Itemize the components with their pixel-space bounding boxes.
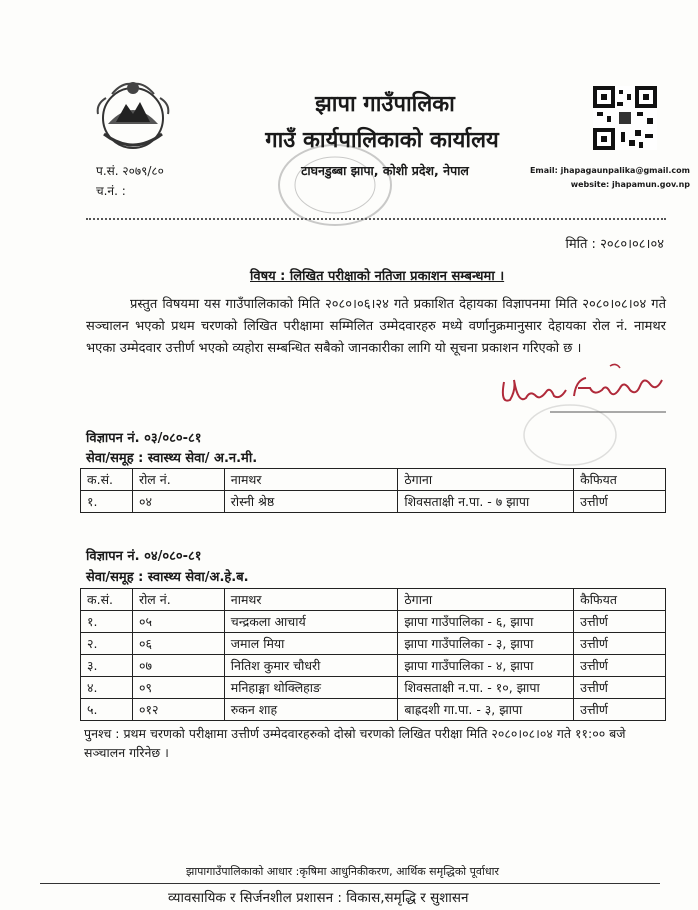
col-roll: रोल नं. [132, 589, 224, 611]
table-row [81, 633, 666, 655]
header-divider [86, 218, 666, 220]
nepal-emblem-icon [92, 74, 174, 156]
vacancy-number-1: विज्ञापन नं. ०३/०८०-८१ [86, 431, 202, 446]
service-group-1: सेवा/समूह : स्वास्थ्य सेवा/ अ.न.मी. [86, 451, 258, 466]
document-date: मिति : २०८०।०८।०४ [565, 237, 664, 252]
results-table-1 [80, 468, 666, 513]
vacancy-number-2: विज्ञापन नं. ०४/०८०-८१ [86, 549, 202, 564]
cell-serial: १. [81, 611, 133, 633]
notice-body: प्रस्तुत विषयमा यस गाउँपालिकाको मिति २०८०।०६।२४ गते प्रकाशित देहायका विज्ञापनमा मिति २०८०।०८।०४ गते सञ्चालन भएको प्रथम चरणको लिखित परीक्षामा सम्मिलित उम्मेदवारहरु मध्ये वर्णानुक्रमानुसार देहायका रोल नं. नामथर भएका उम्मेदवार उत्तीर्ण भएको व्यहोरा सम्बन्धित सबैको जानकारीका लागि यो सूचना प्रकाशन गरिएको छ । [86, 297, 666, 356]
reference-number: प.सं. २०७९/८० [96, 164, 164, 178]
office-title: झापा गाउँपालिका [315, 92, 455, 117]
cell-remarks: उत्तीर्ण [574, 633, 666, 655]
cell-address: शिवसताक्षी न.पा. - ७ झापा [398, 491, 574, 513]
cell-name: रोस्नी श्रेष्ठ [224, 491, 398, 513]
qr-code-icon [593, 86, 657, 150]
table-row [81, 491, 666, 513]
cell-roll: ०९ [132, 677, 224, 699]
faint-stamp-icon [520, 400, 620, 470]
cell-remarks: उत्तीर्ण [574, 491, 666, 513]
cell-address: झापा गाउँपालिका - ४, झापा [398, 655, 574, 677]
col-address: ठेगाना [398, 589, 574, 611]
cell-serial: १. [81, 491, 133, 513]
cell-address: शिवसताक्षी न.पा. - १०, झापा [398, 677, 574, 699]
table-header-row [81, 589, 666, 611]
col-serial: क.सं. [81, 589, 133, 611]
col-address: ठेगाना [398, 469, 574, 491]
website-address: website: jhapamun.gov.np [570, 180, 690, 189]
office-subtitle: गाउँ कार्यपालिकाको कार्यालय [265, 128, 499, 153]
table-row [81, 677, 666, 699]
cell-serial: ५. [81, 699, 133, 721]
cell-roll: ०५ [132, 611, 224, 633]
table-row [81, 611, 666, 633]
cell-remarks: उत्तीर्ण [574, 655, 666, 677]
cell-serial: ४. [81, 677, 133, 699]
footer-motto: झापागाउँपालिकाको आधार :कृषिमा आधुनिकीकरण, आर्थिक समृद्धिको पूर्वाधार [186, 865, 499, 878]
subject-line: विषय : लिखित परीक्षाको नतिजा प्रकाशन सम्बन्धमा । [250, 269, 505, 284]
cell-name: रुकन शाह [224, 699, 398, 721]
email-address: Email: jhapagaunpalika@gmail.com [529, 166, 690, 175]
cell-serial: २. [81, 633, 133, 655]
results-table-2 [80, 588, 666, 721]
cell-roll: ०४ [132, 491, 224, 513]
cell-name: मनिहाङ्मा थोक्लिहाङ [224, 677, 398, 699]
col-name: नामथर [224, 469, 398, 491]
col-roll: रोल नं. [132, 469, 224, 491]
cell-remarks: उत्तीर्ण [574, 677, 666, 699]
cell-name: जमाल मिया [224, 633, 398, 655]
cell-address: झापा गाउँपालिका - ३, झापा [398, 633, 574, 655]
table-header-row [81, 469, 666, 491]
cell-name: नितिश कुमार चौधरी [224, 655, 398, 677]
cell-roll: ०१२ [132, 699, 224, 721]
col-name: नामथर [224, 589, 398, 611]
cell-name: चन्द्रकला आचार्य [224, 611, 398, 633]
office-address: टाघनडुब्बा झापा, कोशी प्रदेश, नेपाल [301, 163, 469, 178]
col-serial: क.सं. [81, 469, 133, 491]
cell-remarks: उत्तीर्ण [574, 611, 666, 633]
col-remarks: कैफियत [574, 469, 666, 491]
cell-roll: ०७ [132, 655, 224, 677]
dispatch-number: च.नं. : [96, 184, 126, 198]
cell-remarks: उत्तीर्ण [574, 699, 666, 721]
cell-address: बाह्रदशी गा.पा. - ३, झापा [398, 699, 574, 721]
cell-roll: ०६ [132, 633, 224, 655]
cell-serial: ३. [81, 655, 133, 677]
table-row [81, 699, 666, 721]
table-row [81, 655, 666, 677]
footer-slogan: व्यावसायिक र सिर्जनशील प्रशासन : विकास,समृद्धि र सुशासन [168, 890, 469, 906]
service-group-2: सेवा/समूह : स्वास्थ्य सेवा/अ.हे.ब. [86, 570, 249, 585]
cell-address: झापा गाउँपालिका - ६, झापा [398, 611, 574, 633]
postscript-note: पुनश्च : प्रथम चरणको परीक्षामा उत्तीर्ण उम्मेदवारहरुको दोस्रो चरणको लिखित परीक्षा मिति २०८०।०८।०४ गते ११:०० बजे सञ्चालन गरिनेछ । [84, 726, 626, 760]
footer-divider [40, 883, 660, 884]
col-remarks: कैफियत [574, 589, 666, 611]
